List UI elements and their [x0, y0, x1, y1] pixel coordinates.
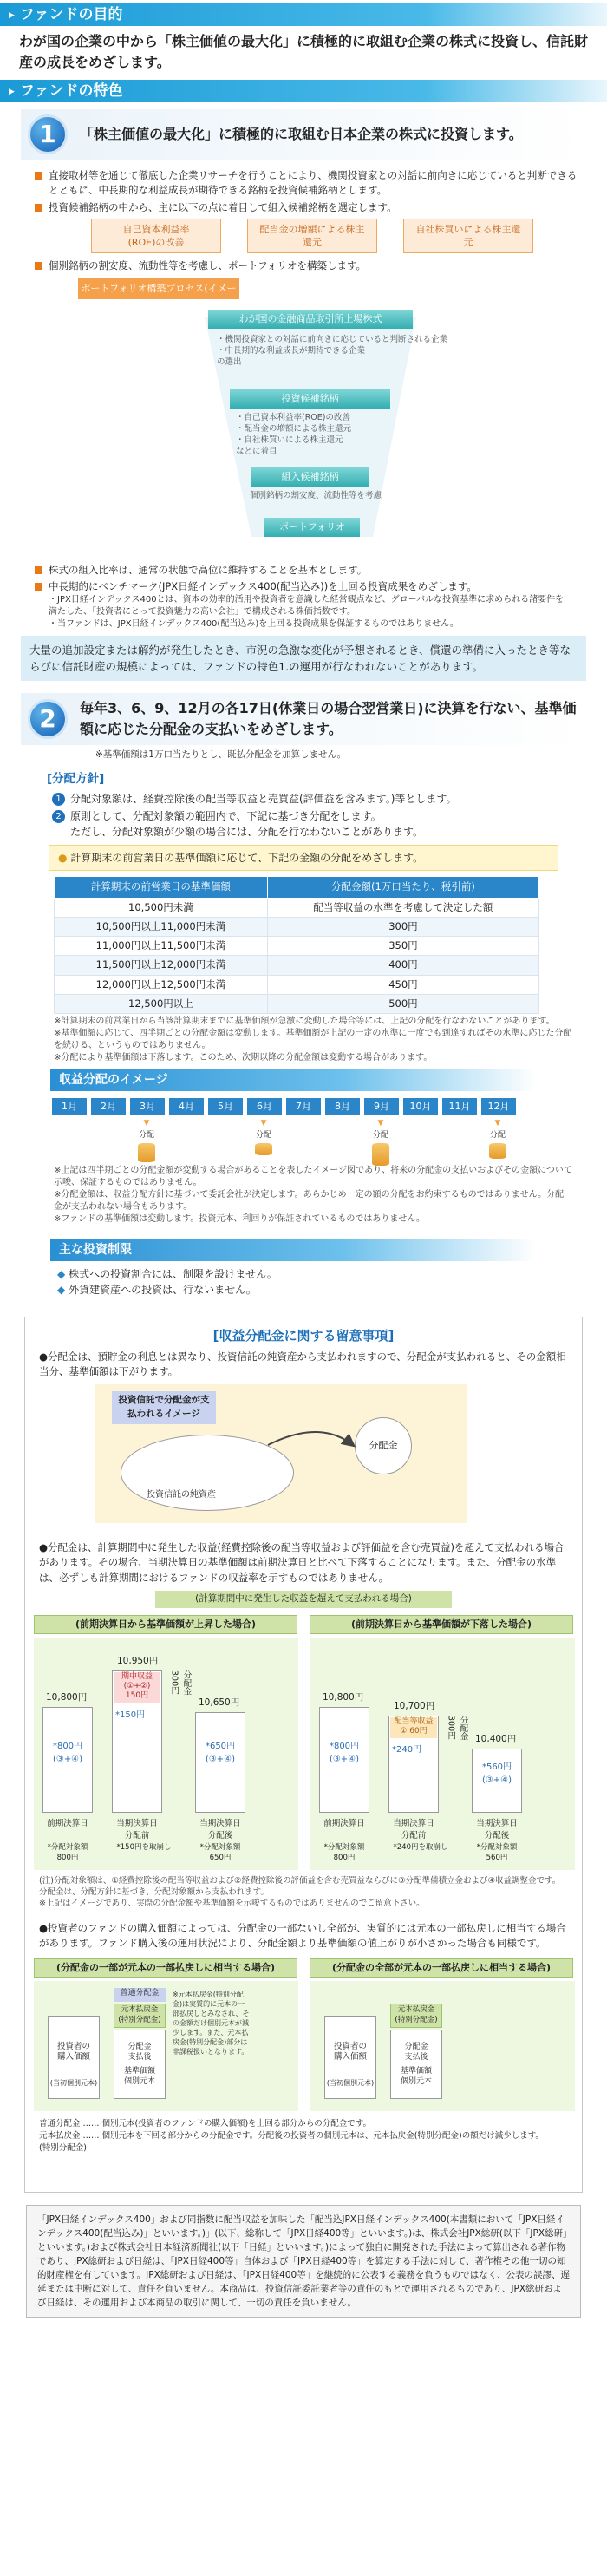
month-label: 8月: [325, 1098, 360, 1115]
triangle-icon: ▶: [9, 88, 15, 96]
number-badge-2: 2: [28, 699, 68, 739]
inclusion-notes: 個別銘柄の割安度、流動性等を考慮: [250, 491, 382, 500]
part-a-buy: 投資者の 購入価額: [56, 2042, 90, 2062]
table-header: 分配金額(1万口当たり、税引前): [267, 877, 538, 898]
case-b-v1: 10,800円: [323, 1692, 364, 1703]
distribution-box: ● 計算期末の前営業日の基準価額に応じて、下記の金額の分配をめざします。: [49, 845, 558, 871]
candidates-bar: 投資候補銘柄: [230, 389, 390, 409]
ex-title: (計算期間中に発生した収益を超えて支払われる場合): [155, 1591, 452, 1608]
part-a-title: (分配金の一部が元本の一部払戻しに相当する場合): [34, 1958, 297, 1978]
part-a-buy2: (当初個別元本): [49, 2079, 98, 2087]
distribution-table: [54, 876, 539, 1014]
table-row: 12,500円以上 500円: [55, 994, 539, 1013]
purpose-title: ファンドの目的: [19, 6, 123, 23]
month-label: 1月: [52, 1098, 87, 1115]
purpose-text: わが国の企業の中から「株主価値の最大化」に積極的に取組む企業の株式に投資し、信託財産の成長をめざします。: [19, 33, 589, 70]
case-b-x3: 当期決算日 分配後: [476, 1819, 518, 1841]
dist-image-notes: ※上記は四半期ごとの分配金額が変動する場合があることを表したイメージ図であり、将来の分配金の支払いおよびその金額について示唆、保証するものではありません。 ※分配金額は、収益分配方針に基づいて委託会社が決定します。あらかじめ一定の額の分配をお約束するものではありません。分配金が支払われない場合もあります。 ※ファンドの基準価額は変動します。投資元本、利回りが保証されているものではありません。: [54, 1166, 572, 1224]
table-notes: ※計算期末の前営業日から当該計算期末までに基準価額が急激に変動した場合等には、上記の分配を行なわないことがあります。 ※基準価額に応じて、四半期ごとの分配金額は変動します。基準価額が上記の一定の水準に一度でも到達すればその水準に応じた分配を続ける、というものではありません。 ※分配により基準価額は下落します。このため、次期以降の分配金額は変動する場合があります。: [54, 1017, 572, 1062]
table-header: 計算期末の前営業日の基準価額: [55, 877, 268, 898]
part-a-diagram: [34, 1981, 298, 2111]
case-a-v2: 10,950円: [117, 1656, 159, 1666]
case-a-c1: *800円 (③+④): [52, 1742, 83, 1764]
caution-p2: ●分配金は、計算期間中に発生した収益(経費控除後の配当等収益および評価益を含む売買益)を超えて支払われる場合があります。その場合、当期決算日の基準価額は前期決算日と比べて下落することになります。また、分配金の水準は、必ずしも計算期間におけるファンドの収益率を示すものではありません。: [39, 1541, 565, 1584]
month-label: 10月: [403, 1098, 438, 1115]
nav-label: 投資信託の純資産: [147, 1490, 216, 1500]
operation-note: 大量の追加設定または解約が発生したとき、市況の急激な変化が予想されるとき、償還の準備に入ったとき等ならびに信託財産の規模によっては、ファンドの特色1.の運用が行なわれないことがあります。: [21, 636, 586, 681]
case-a-inc: 期中収益 (①+②) 150円: [114, 1672, 160, 1703]
case-a-v1: 10,800円: [46, 1692, 88, 1703]
case-b-inc: 配当等収益 ① 60円: [390, 1717, 437, 1738]
table-row: 12,000円以上12,500円未満 450円: [55, 975, 539, 994]
case-a-div: 分配金 300円: [169, 1670, 192, 1696]
month-label: 2月: [91, 1098, 126, 1115]
focus-buyback: 自社株買いによる株主還元: [403, 219, 533, 253]
coin-stack-icon: [489, 1143, 506, 1159]
square-bullet-icon: [35, 262, 42, 270]
month-row: [52, 1098, 607, 1115]
feature-1-more: 中長期的にベンチマーク(JPX日経インデックス400(配当込み))を上回る投資成果をめざします。: [35, 579, 578, 594]
policy-item: 2 原則として、分配対象額の範囲内で、下記に基づき分配をします。 ただし、分配対象額が少額の場合には、分配を行なわないことがあります。: [52, 808, 572, 840]
part-b-diagram: [310, 1981, 575, 2111]
number-badge-1: 1: [28, 114, 68, 154]
case-a-plus: *150円: [115, 1710, 146, 1720]
table-row: 10,500円以上11,000円未満 300円: [55, 917, 539, 936]
part-b-buy: 投資者の 購入価額: [333, 2042, 367, 2062]
table-header-row: [55, 877, 539, 898]
coin-stack-icon: [372, 1143, 389, 1166]
month-label: 4月: [169, 1098, 204, 1115]
features-title: ファンドの特色: [19, 82, 123, 100]
feature-1-bullet: 投資候補銘柄の中から、主に以下の点に着目して組入候補銘柄を選定します。: [35, 200, 578, 215]
case-a-x1: 前期決算日: [47, 1819, 88, 1828]
case-a-n2: *150円を取崩し: [116, 1843, 172, 1852]
feature-2-title: 毎年3、6、9、12月の各17日(休業日の場合翌営業日)に決算を行ない、基準価額に応じた分配金の支払いをめざします。: [80, 700, 577, 737]
case-b-title: (前期決算日から基準価額が下落した場合): [310, 1615, 573, 1635]
feature-1-more: 株式の組入比率は、通常の状態で高位に維持することを基本とします。: [35, 563, 578, 578]
feature-2-header: [21, 693, 586, 745]
square-bullet-icon: [35, 204, 42, 212]
case-a-v3: 10,650円: [199, 1697, 240, 1708]
part-a-ret: 元本払戻金 (特別分配金): [114, 2004, 166, 2028]
focus-points: [78, 219, 546, 253]
case-a-c3: *650円 (③+④): [205, 1742, 236, 1764]
purpose-section: [0, 0, 607, 80]
caution-frame: [24, 1317, 583, 2193]
dist-point-dec: ▼ 分配: [480, 1118, 515, 1161]
table-row: 10,500円未満 配当等収益の水準を考慮して決定した額: [55, 898, 539, 917]
dist-point-jun: ▼ 分配: [246, 1118, 281, 1157]
feature-1-title: 「株主価値の最大化」に積極的に取組む日本企業の株式に投資します。: [80, 126, 523, 142]
index-disclaimer: 「JPX日経インデックス400」および同指数に配当収益を加味した「配当込JPX日経インデックス400(本書類において「JPX日経インデックス400(配当込み)」といいます。)」(以下、総称して「JPX日経400等」といいます。)は、株式会社JPX総研(以下「JPX総研」といいます。)および株式会社日本経済新聞社(以下「日経」といいます。)によって独自に開発された手法によって算出される著作物であり、JPX総研および日経は、「JPX日経400等」自体および「JPX日経400等」を算定する手法に対して、著作権その他一切の知的財産権を有しています。JPX総研および日経は、「JPX日経400等」を継続的に公表する義務を負うものではなく、公表の誤謬、遅延または中断に対して、責任を負いません。本商品は、投資信託委託業者等の責任のもとで運用されるものであり、JPX総研および日経は、その運用および本商品の取引に関して、一切の責任を負いません。: [26, 2205, 581, 2318]
case-b-v2: 10,700円: [394, 1701, 435, 1711]
case-a-title: (前期決算日から基準価額が上昇した場合): [34, 1615, 297, 1635]
table-row: 11,500円以上12,000円未満 400円: [55, 956, 539, 975]
month-label: 11月: [442, 1098, 477, 1115]
case-b-div: 分配金 300円: [446, 1716, 468, 1741]
candidates-notes: ・自己資本利益率(ROE)の改善 ・配当金の増額による株主還元 ・自社株買いによる株主還元 などに着目: [236, 413, 352, 456]
img1-title: 投資信託で分配金が支払われるイメージ: [112, 1391, 216, 1424]
diamond-bullet-icon: ◆: [57, 1284, 66, 1296]
case-b-diagram: [310, 1638, 575, 1870]
case-captions: [34, 1615, 573, 1635]
part-a-ordinary: 普通分配金: [114, 1988, 166, 2002]
coin-stack-icon: [255, 1143, 272, 1155]
number-icon-1: 1: [52, 793, 65, 806]
case-b-n2: *240円を取崩し: [393, 1843, 448, 1852]
case-b-c3: *560円 (③+④): [481, 1762, 512, 1785]
coin-row: [0, 1115, 607, 1165]
dist-image-title: 収益分配のイメージ: [50, 1069, 536, 1091]
part-diagrams: [34, 1981, 573, 2111]
case-a-diagram: [34, 1638, 298, 1870]
part-b-buy2: (当初個別元本): [326, 2079, 375, 2087]
flow-arrow: [95, 1384, 467, 1523]
case-b-n1: *分配対象額 800円: [323, 1843, 365, 1862]
part-b-title: (分配金の全部が元本の一部払戻しに相当する場合): [310, 1958, 573, 1978]
div-circle: 分配金: [355, 1417, 412, 1474]
dist-point-sep: ▼ 分配: [363, 1118, 398, 1167]
part-a-after: 分配金 支払後: [127, 2043, 152, 2062]
caution-title: [収益分配金に関する留意事項]: [212, 1328, 395, 1344]
inclusion-bar: 組入候補銘柄: [251, 467, 369, 487]
part-b-after: 分配金 支払後: [404, 2043, 428, 2062]
feature-1-bullet: 直接取材等を通じて徹底した企業リサーチを行うことにより、機関投資家との対話に前向きに応じていると判断できるとともに、中長期的な利益成長が期待できる銘柄を投資候補銘柄とします。: [35, 168, 578, 198]
policy-item: 1 分配対象額は、経費控除後の配当等収益と売買益(評価益を含みます。)等とします。: [52, 791, 572, 807]
case-a-x2: 当期決算日 分配前: [116, 1819, 158, 1841]
purpose-title-bar: [0, 3, 607, 26]
feature-1-bullet: 個別銘柄の割安度、流動性等を考慮し、ポートフォリオを構築します。: [35, 258, 578, 273]
part-b-base: 基準価額 個別元本: [400, 2067, 432, 2086]
case-b-v3: 10,400円: [475, 1734, 517, 1744]
limit-item: ◆ 外貨建資産への投資は、行ないません。: [57, 1284, 257, 1296]
focus-dividend: 配当金の増額による株主還元: [247, 219, 377, 253]
policy-title: [分配方針]: [47, 772, 105, 786]
caution-p3: ●投資者のファンドの購入価額によっては、分配金の一部ないし全部が、実質的には元本の一部払戻しに相当する場合があります。ファンド購入後の運用状況により、分配金額より基準価額の値上がりが小さかった場合も同様です。: [39, 1922, 566, 1950]
case-b-c1: *800円 (③+④): [329, 1742, 360, 1764]
month-label: 3月: [130, 1098, 165, 1115]
universe-notes: ・機関投資家との対話に前向きに応じていると判断される企業 ・中長期的な利益成長が期待できる企業 の選出: [217, 335, 448, 367]
ex-note: (注)分配対象額は、①経費控除後の配当等収益および②経費控除後の評価益を含む売買益ならびに③分配準備積立金および④収益調整金です。分配金は、分配方針に基づき、分配対象額から支払われます。 ※上記はイメージであり、実際の分配金額や基準価額を示唆するものではありませんのでご留意下さい。: [39, 1876, 561, 1908]
case-b-x2: 当期決算日 分配前: [393, 1819, 434, 1841]
case-a-n3: *分配対象額 650円: [199, 1843, 241, 1862]
square-bullet-icon: [35, 172, 42, 180]
dist-point-mar: ▼ 分配: [129, 1118, 164, 1164]
caution-p1: ●分配金は、預貯金の利息とは異なり、投資信託の純資産から支払われますので、分配金が支払われると、その金額相当分、基準価額は下がります。: [39, 1350, 566, 1377]
part-b-after-col: [390, 2030, 442, 2099]
case-b-x1: 前期決算日: [323, 1819, 365, 1828]
month-label: 9月: [364, 1098, 399, 1115]
case-b-plus: *240円: [392, 1745, 422, 1755]
part-a-after-col: [114, 2030, 166, 2099]
process-label: ポートフォリオ構築プロセス(イメージ): [78, 278, 239, 299]
month-label: 6月: [247, 1098, 282, 1115]
focus-roe: 自己資本利益率 (ROE)の改善: [91, 219, 221, 253]
benchmark-notes: ・JPX日経インデックス400とは、資本の効率的活用や投資者を意識した経営観点など、グローバルな投資基準に求められる諸要件を満たした、「投資者にとって投資魅力の高い会社」で構成される株価指数です。 ・当ファンドは、JPX日経インデックス400(配当込み)を上回る投資成果を保証するものではありません。: [49, 595, 565, 629]
case-a-n1: *分配対象額 800円: [47, 1843, 88, 1862]
diamond-bullet-icon: ◆: [57, 1268, 66, 1280]
process-funnel: [0, 303, 607, 563]
month-label: 5月: [208, 1098, 243, 1115]
case-b-n3: *分配対象額 560円: [476, 1843, 518, 1862]
square-bullet-icon: [35, 583, 42, 591]
triangle-icon: ▶: [9, 11, 15, 20]
dist-image-1: [95, 1384, 467, 1523]
part-a-note: ※元本払戻金(特別分配金)は実質的に元本の一部払戻しとみなされ、その金額だけ個別元本が減少します。また、元本払戻金(特別分配金)部分は非課税扱いとなります。: [173, 1991, 250, 2056]
features-title-bar: [0, 80, 607, 102]
feature-2-sub: ※基準価額は1万口当たりとし、既払分配金を加算しません。: [95, 749, 347, 760]
limit-item: ◆ 株式への投資割合には、制限を設けません。: [57, 1268, 277, 1280]
portfolio-bar: ポートフォリオ: [264, 518, 360, 537]
case-diagrams: [34, 1638, 573, 1870]
part-captions: [34, 1958, 573, 1978]
universe-bar: わが国の金融商品取引所上場株式: [208, 310, 413, 329]
month-label: 12月: [481, 1098, 516, 1115]
square-bullet-icon: [35, 566, 42, 574]
part-a-base: 基準価額 個別元本: [123, 2067, 155, 2086]
limits-title: 主な投資制限: [50, 1239, 536, 1261]
distribution-definitions: 普通分配金 …… 個別元本(投資者のファンドの購入価額)を上回る部分からの分配金です。 元本払戻金 …… 個別元本を下回る部分からの分配金です。分配後の投資者の個別元本は、元本払戻金(特別分配金)の額だけ減少します。 (特別分配金): [39, 2119, 544, 2153]
feature-1-header: [21, 109, 586, 160]
part-b-ret: 元本払戻金 (特別分配金): [390, 2004, 442, 2028]
coin-stack-icon: [138, 1143, 155, 1162]
month-label: 7月: [286, 1098, 321, 1115]
table-row: 11,000円以上11,500円未満 350円: [55, 937, 539, 956]
case-a-x3: 当期決算日 分配後: [199, 1819, 241, 1841]
number-icon-2: 2: [52, 810, 65, 823]
